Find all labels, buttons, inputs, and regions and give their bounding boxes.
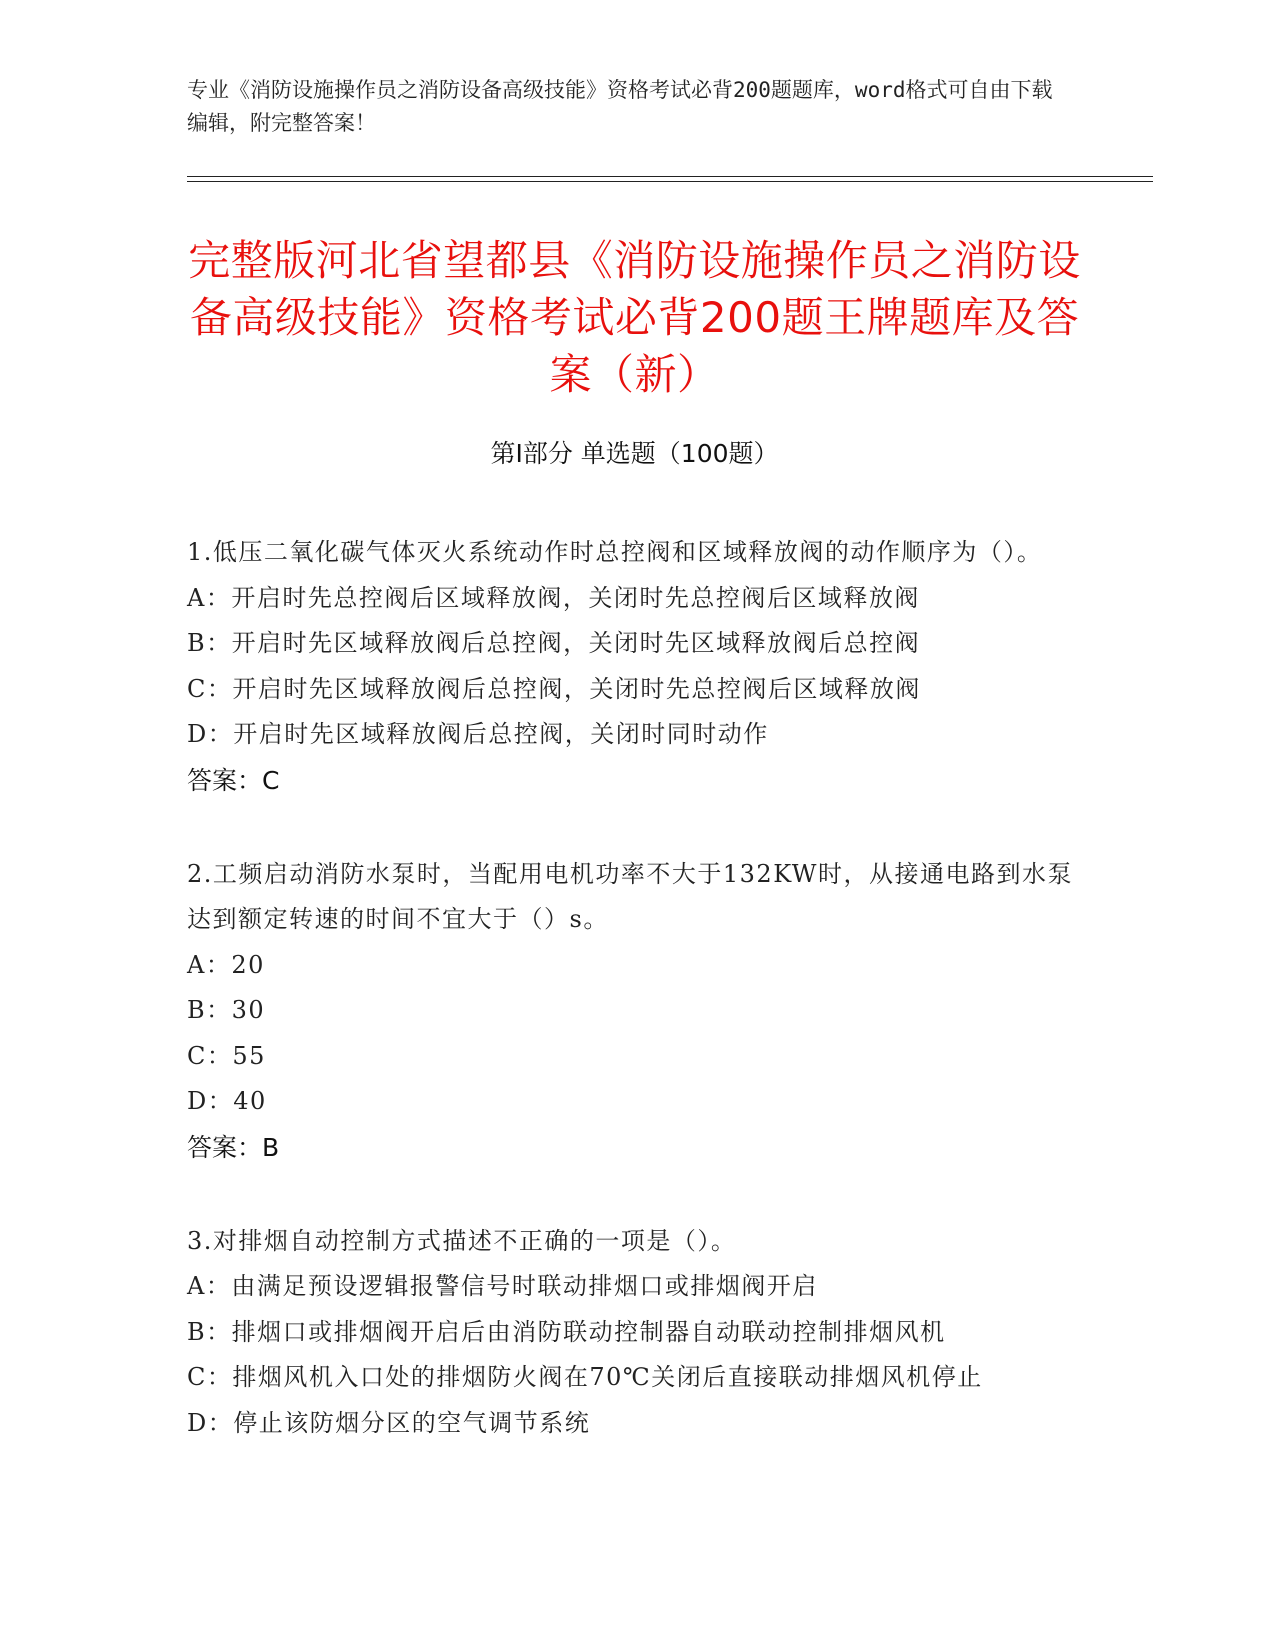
answer: 答案：C	[187, 765, 280, 795]
option-a: A：由满足预设逻辑报警信号时联动排烟口或排烟阀开启	[187, 1272, 818, 1300]
option-d: D：停止该防烟分区的空气调节系统	[187, 1408, 591, 1437]
option-d: D：开启时先区域释放阀后总控阀，关闭时同时动作	[187, 720, 769, 748]
answer: 答案：B	[187, 1132, 280, 1162]
question-stem: 3.对排烟自动控制方式描述不正确的一项是（）。	[187, 1226, 737, 1255]
section-title: 第I部分 单选题（100题）	[490, 439, 779, 468]
option-d: D：40	[187, 1087, 267, 1115]
header-divider-bottom	[187, 181, 1153, 182]
option-c: C：开启时先区域释放阀后总控阀，关闭时先总控阀后区域释放阀	[187, 674, 921, 703]
option-b: B：开启时先区域释放阀后总控阀，关闭时先区域释放阀后总控阀	[187, 629, 921, 657]
question-list	[187, 530, 1087, 1494]
question-2	[187, 852, 1087, 1171]
option-c: C：排烟风机入口处的排烟防火阀在70℃关闭后直接联动排烟风机停止	[187, 1363, 983, 1391]
header-divider-top	[187, 176, 1153, 177]
option-b: B：排烟口或排烟阀开启后由消防联动控制器自动联动控制排烟风机	[187, 1317, 946, 1346]
question-1	[187, 530, 1087, 804]
question-stem: 1.低压二氧化碳气体灭火系统动作时总控阀和区域释放阀的动作顺序为（）。	[187, 538, 1043, 566]
option-a: A：20	[187, 950, 265, 979]
header-note: 专业《消防设施操作员之消防设备高级技能》资格考试必背200题题库，word格式可自由下载编辑，附完整答案！	[187, 78, 1053, 135]
question-3	[187, 1219, 1087, 1447]
option-c: C：55	[187, 1041, 266, 1070]
document-title: 完整版河北省望都县《消防设施操作员之消防设备高级技能》资格考试必背200题王牌题库及答案（新）	[188, 236, 1081, 399]
option-b: B：30	[187, 996, 266, 1024]
question-stem: 2.工频启动消防水泵时，当配用电机功率不大于132KW时，从接通电路到水泵达到额定转速的时间不宜大于（）s。	[187, 859, 1073, 933]
option-a: A：开启时先总控阀后区域释放阀，关闭时先总控阀后区域释放阀	[187, 583, 920, 612]
